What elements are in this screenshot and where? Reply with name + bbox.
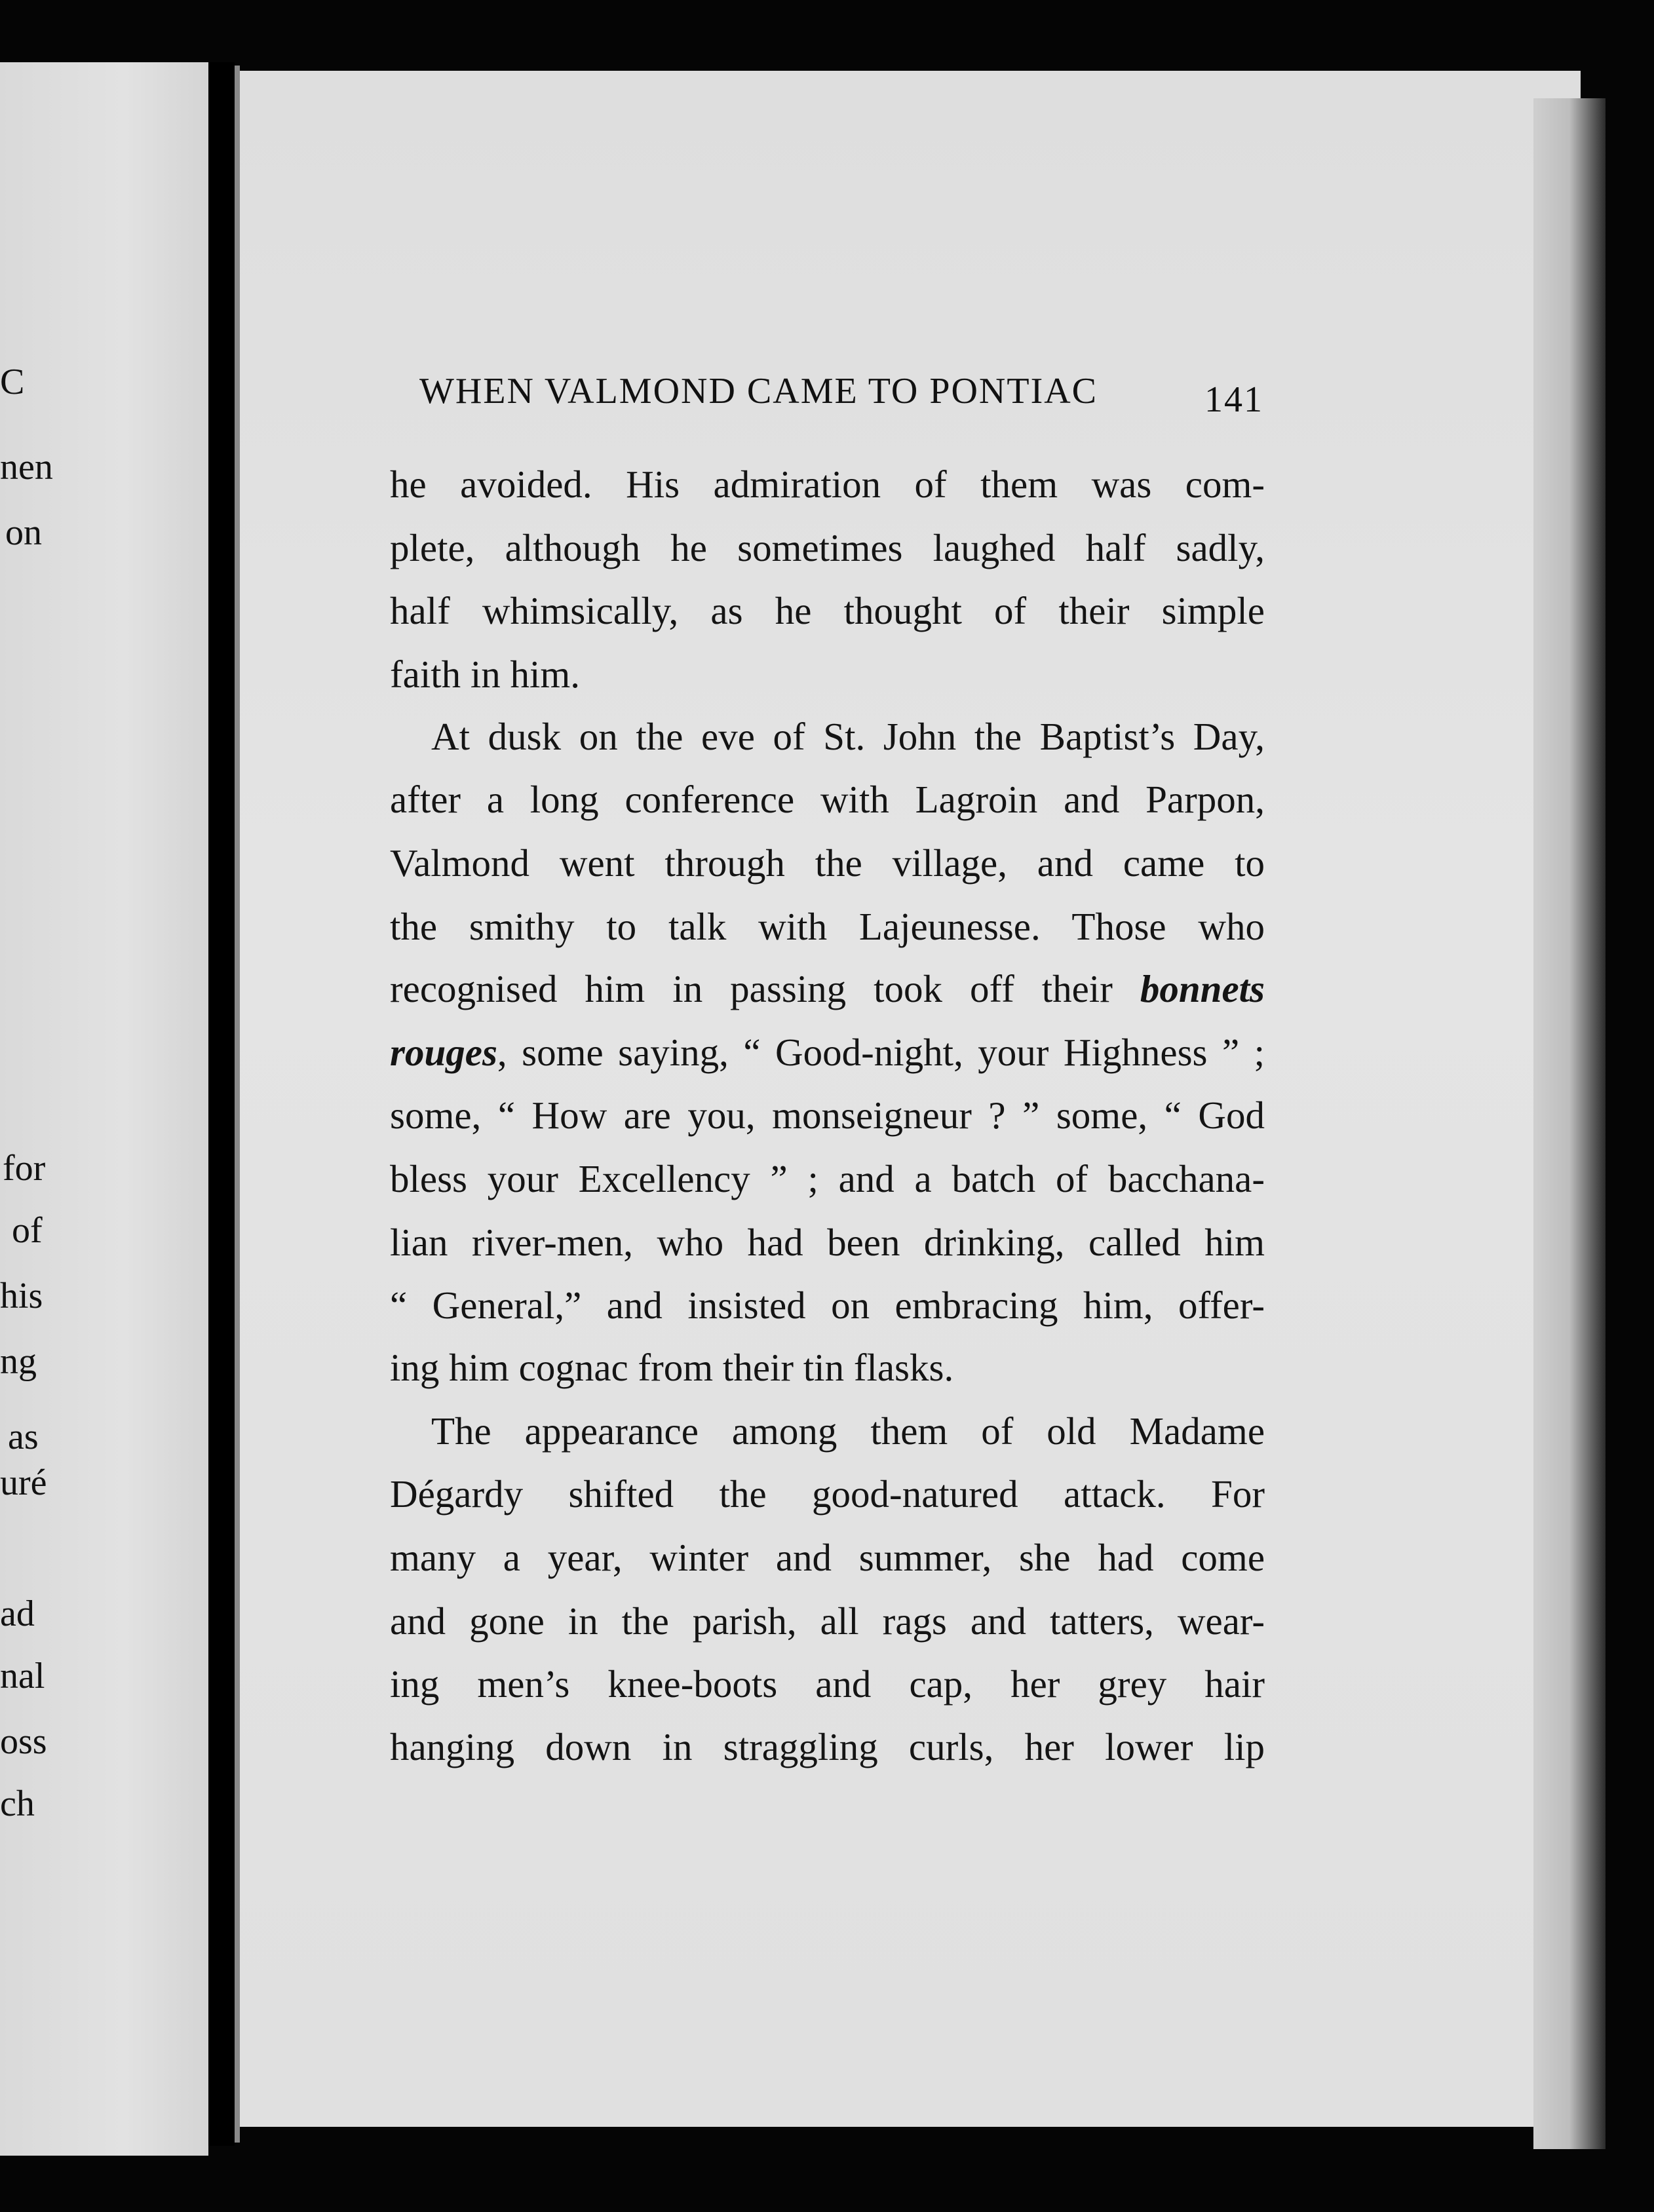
left-page-fragment: C: [0, 362, 25, 402]
running-head: WHEN VALMOND CAME TO PONTIAC: [419, 371, 1098, 411]
text-line: many a year, winter and summer, she had come: [390, 1536, 1265, 1579]
left-page-fragment: oss: [0, 1721, 47, 1762]
left-page-fragment: for: [3, 1148, 46, 1189]
italic-word: bonnets: [1140, 967, 1265, 1010]
text-line: faith in him.: [390, 653, 581, 696]
left-page-fragment: on: [5, 512, 42, 553]
text-line: half whimsically, as he thought of their simple: [390, 589, 1265, 632]
text-line: ing men’s knee-boots and cap, her grey hair: [390, 1662, 1265, 1706]
text-line: Dégardy shifted the good-natured attack. For: [390, 1472, 1265, 1516]
text-line: [390, 966, 1265, 1012]
text-line: “ General,” and insisted on embracing him, offer-: [390, 1284, 1265, 1327]
text-line: [390, 1030, 1265, 1075]
left-page-fragment: of: [12, 1210, 43, 1251]
text-segment: recognised him in passing took off their: [390, 967, 1113, 1010]
text-line: bless your Excellency ” ; and a batch of bacchana-: [390, 1157, 1265, 1200]
book-spine: [208, 62, 235, 2146]
text-line: he avoided. His admiration of them was com-: [390, 463, 1265, 506]
text-line: the smithy to talk with Lajeunesse. Those who: [390, 905, 1265, 948]
text-line: hanging down in straggling curls, her lower lip: [390, 1725, 1265, 1768]
text-line: and gone in the parish, all rags and tatters, wear-: [390, 1599, 1265, 1643]
left-page-fragment: his: [0, 1276, 43, 1316]
italic-word: rouges: [390, 1031, 497, 1074]
text-line: The appearance among them of old Madame: [431, 1409, 1265, 1453]
left-page-fragment: uré: [0, 1462, 47, 1503]
left-page-fragment: ch: [0, 1783, 35, 1824]
text-line: some, “ How are you, monseigneur ? ” some, “ God: [390, 1094, 1265, 1137]
left-page-fragment: ng: [0, 1341, 37, 1382]
text-line: lian river-men, who had been drinking, called him: [390, 1221, 1265, 1264]
left-page-fragment: ad: [0, 1593, 35, 1634]
text-line: after a long conference with Lagroin and Parpon,: [390, 778, 1265, 821]
spine-edge: [235, 66, 240, 2143]
left-page-fragment: nal: [0, 1656, 45, 1696]
text-line: plete, although he sometimes laughed half sadly,: [390, 526, 1265, 569]
text-line: At dusk on the eve of St. John the Baptist’s Day,: [431, 715, 1265, 758]
left-page-fragment: nen: [0, 447, 53, 487]
text-line: Valmond went through the village, and came to: [390, 841, 1265, 885]
page-number: 141: [1204, 379, 1263, 420]
left-page-fragment: as: [8, 1417, 39, 1457]
previous-page: [0, 62, 208, 2156]
page-edge: [1533, 98, 1606, 2149]
text-line: ing him cognac from their tin flasks.: [390, 1346, 954, 1389]
text-segment: , some saying, “ Good-night, your Highness ” ;: [497, 1031, 1265, 1074]
